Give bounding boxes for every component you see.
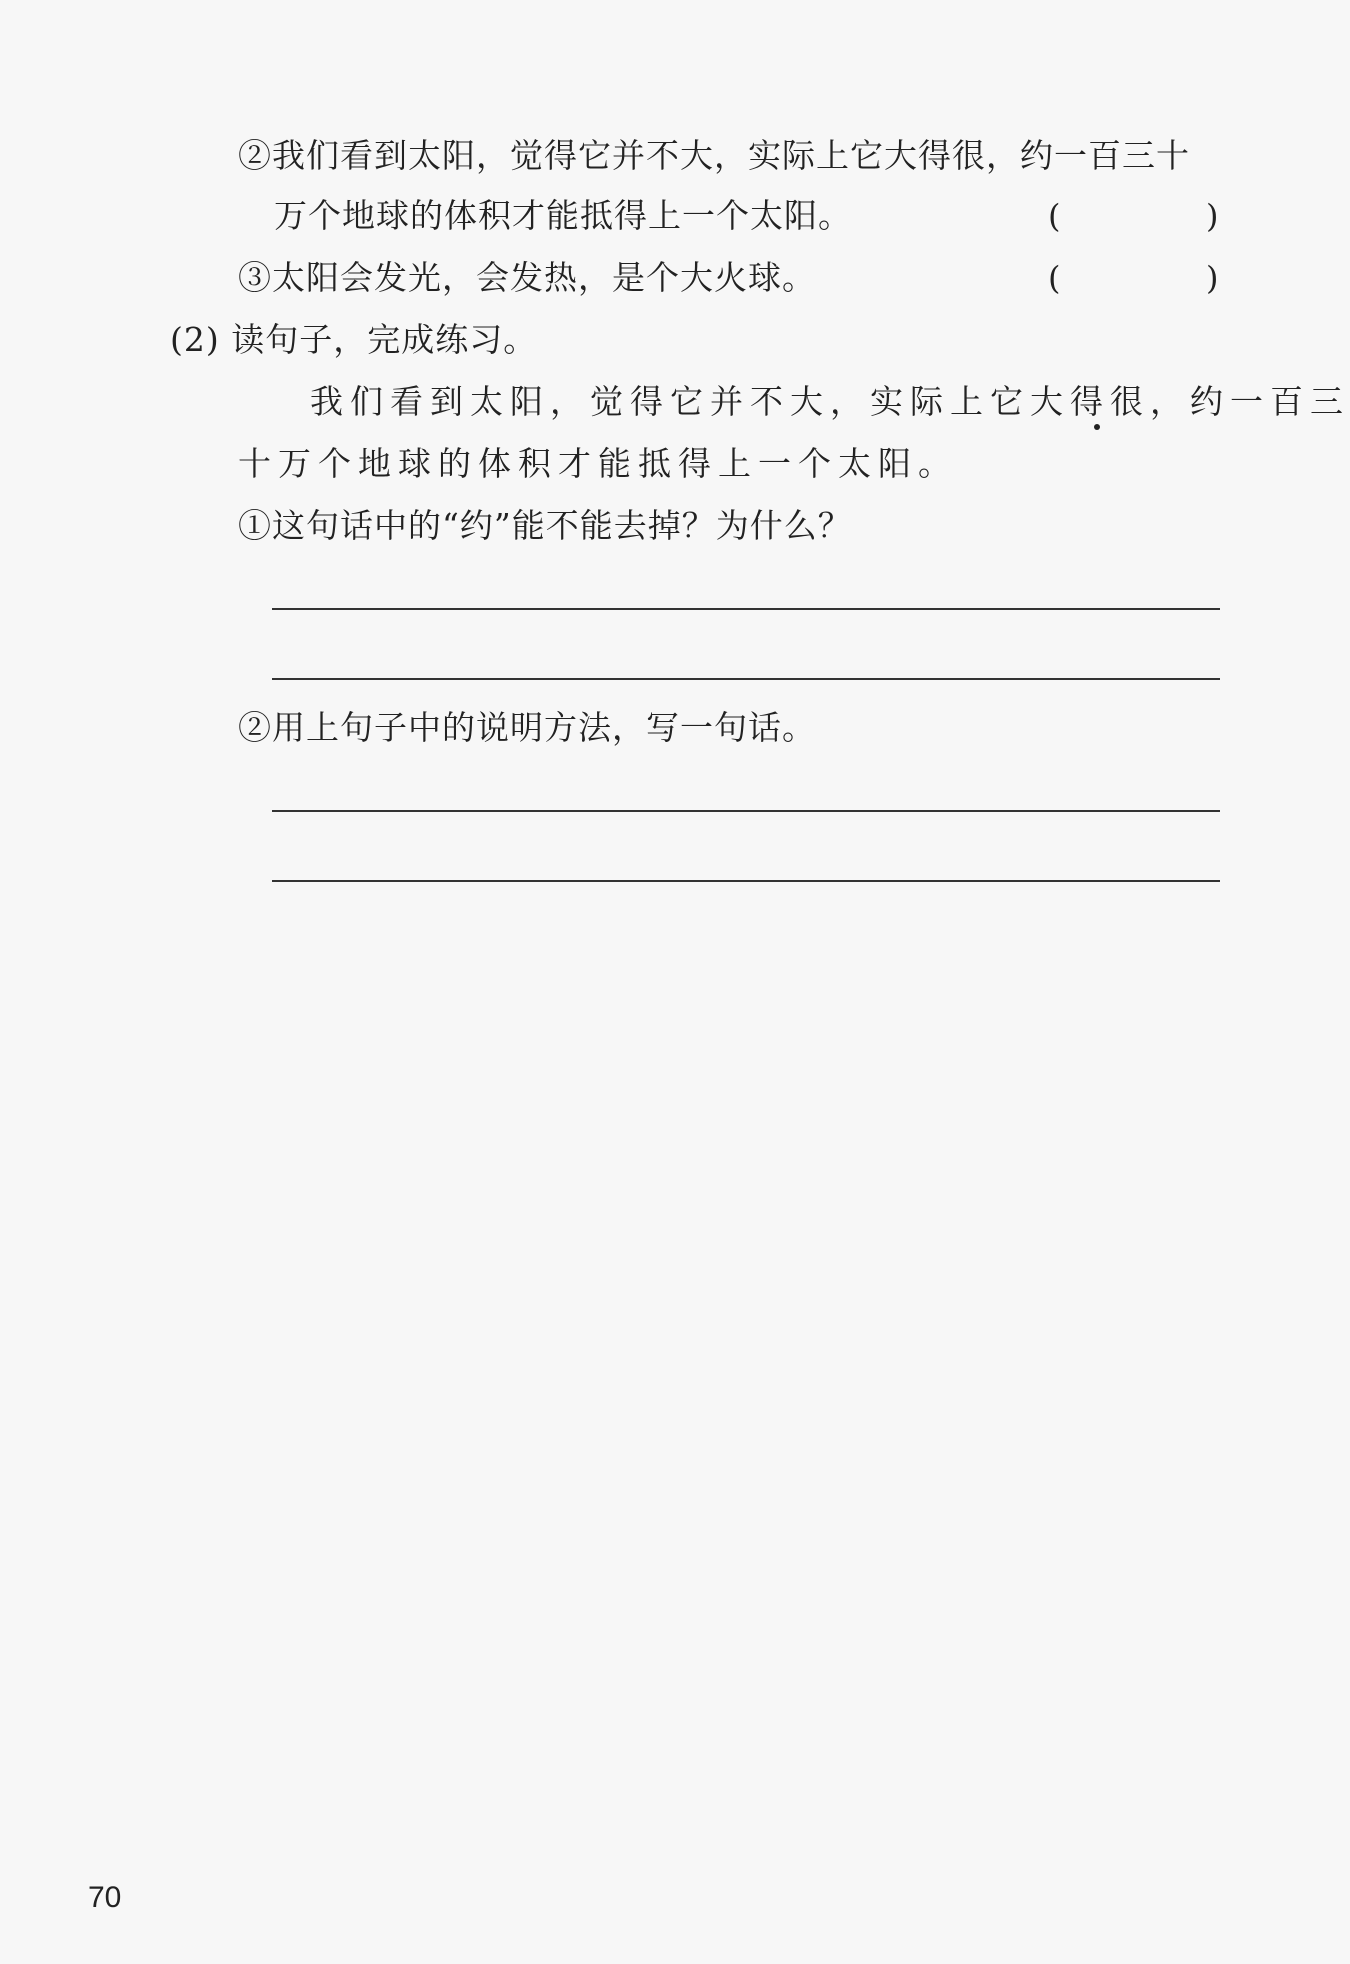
q2-sub1: ①这句话中的“约”能不能去掉？为什么？ [238, 506, 852, 545]
emphasis-dot [1094, 424, 1100, 430]
answer-paren-close-2: ) [1206, 259, 1219, 297]
answer-line-4[interactable] [272, 880, 1220, 882]
q1-item3: ③太阳会发光，会发热，是个大火球。 [238, 258, 816, 297]
passage-line2: 十万个地球的体积才能抵得上一个太阳。 [238, 444, 958, 483]
answer-line-3[interactable] [272, 810, 1220, 812]
q1-item2-line1: ②我们看到太阳，觉得它并不大，实际上它大得很，约一百三十 [238, 136, 1190, 175]
page-number: 70 [88, 1881, 122, 1914]
answer-line-2[interactable] [272, 678, 1220, 680]
answer-paren-open-1: ( [1048, 197, 1061, 235]
passage-line1: 我们看到太阳，觉得它并不大，实际上它大得很，约一百三 [310, 382, 1350, 421]
answer-line-1[interactable] [272, 608, 1220, 610]
answer-paren-open-2: ( [1048, 259, 1061, 297]
q2-sub2: ②用上句子中的说明方法，写一句话。 [238, 708, 816, 747]
answer-paren-close-1: ) [1206, 197, 1219, 235]
q2-heading: (2) 读句子，完成练习。 [170, 320, 538, 359]
q1-item2-line2: 万个地球的体积才能抵得上一个太阳。 [274, 196, 852, 235]
